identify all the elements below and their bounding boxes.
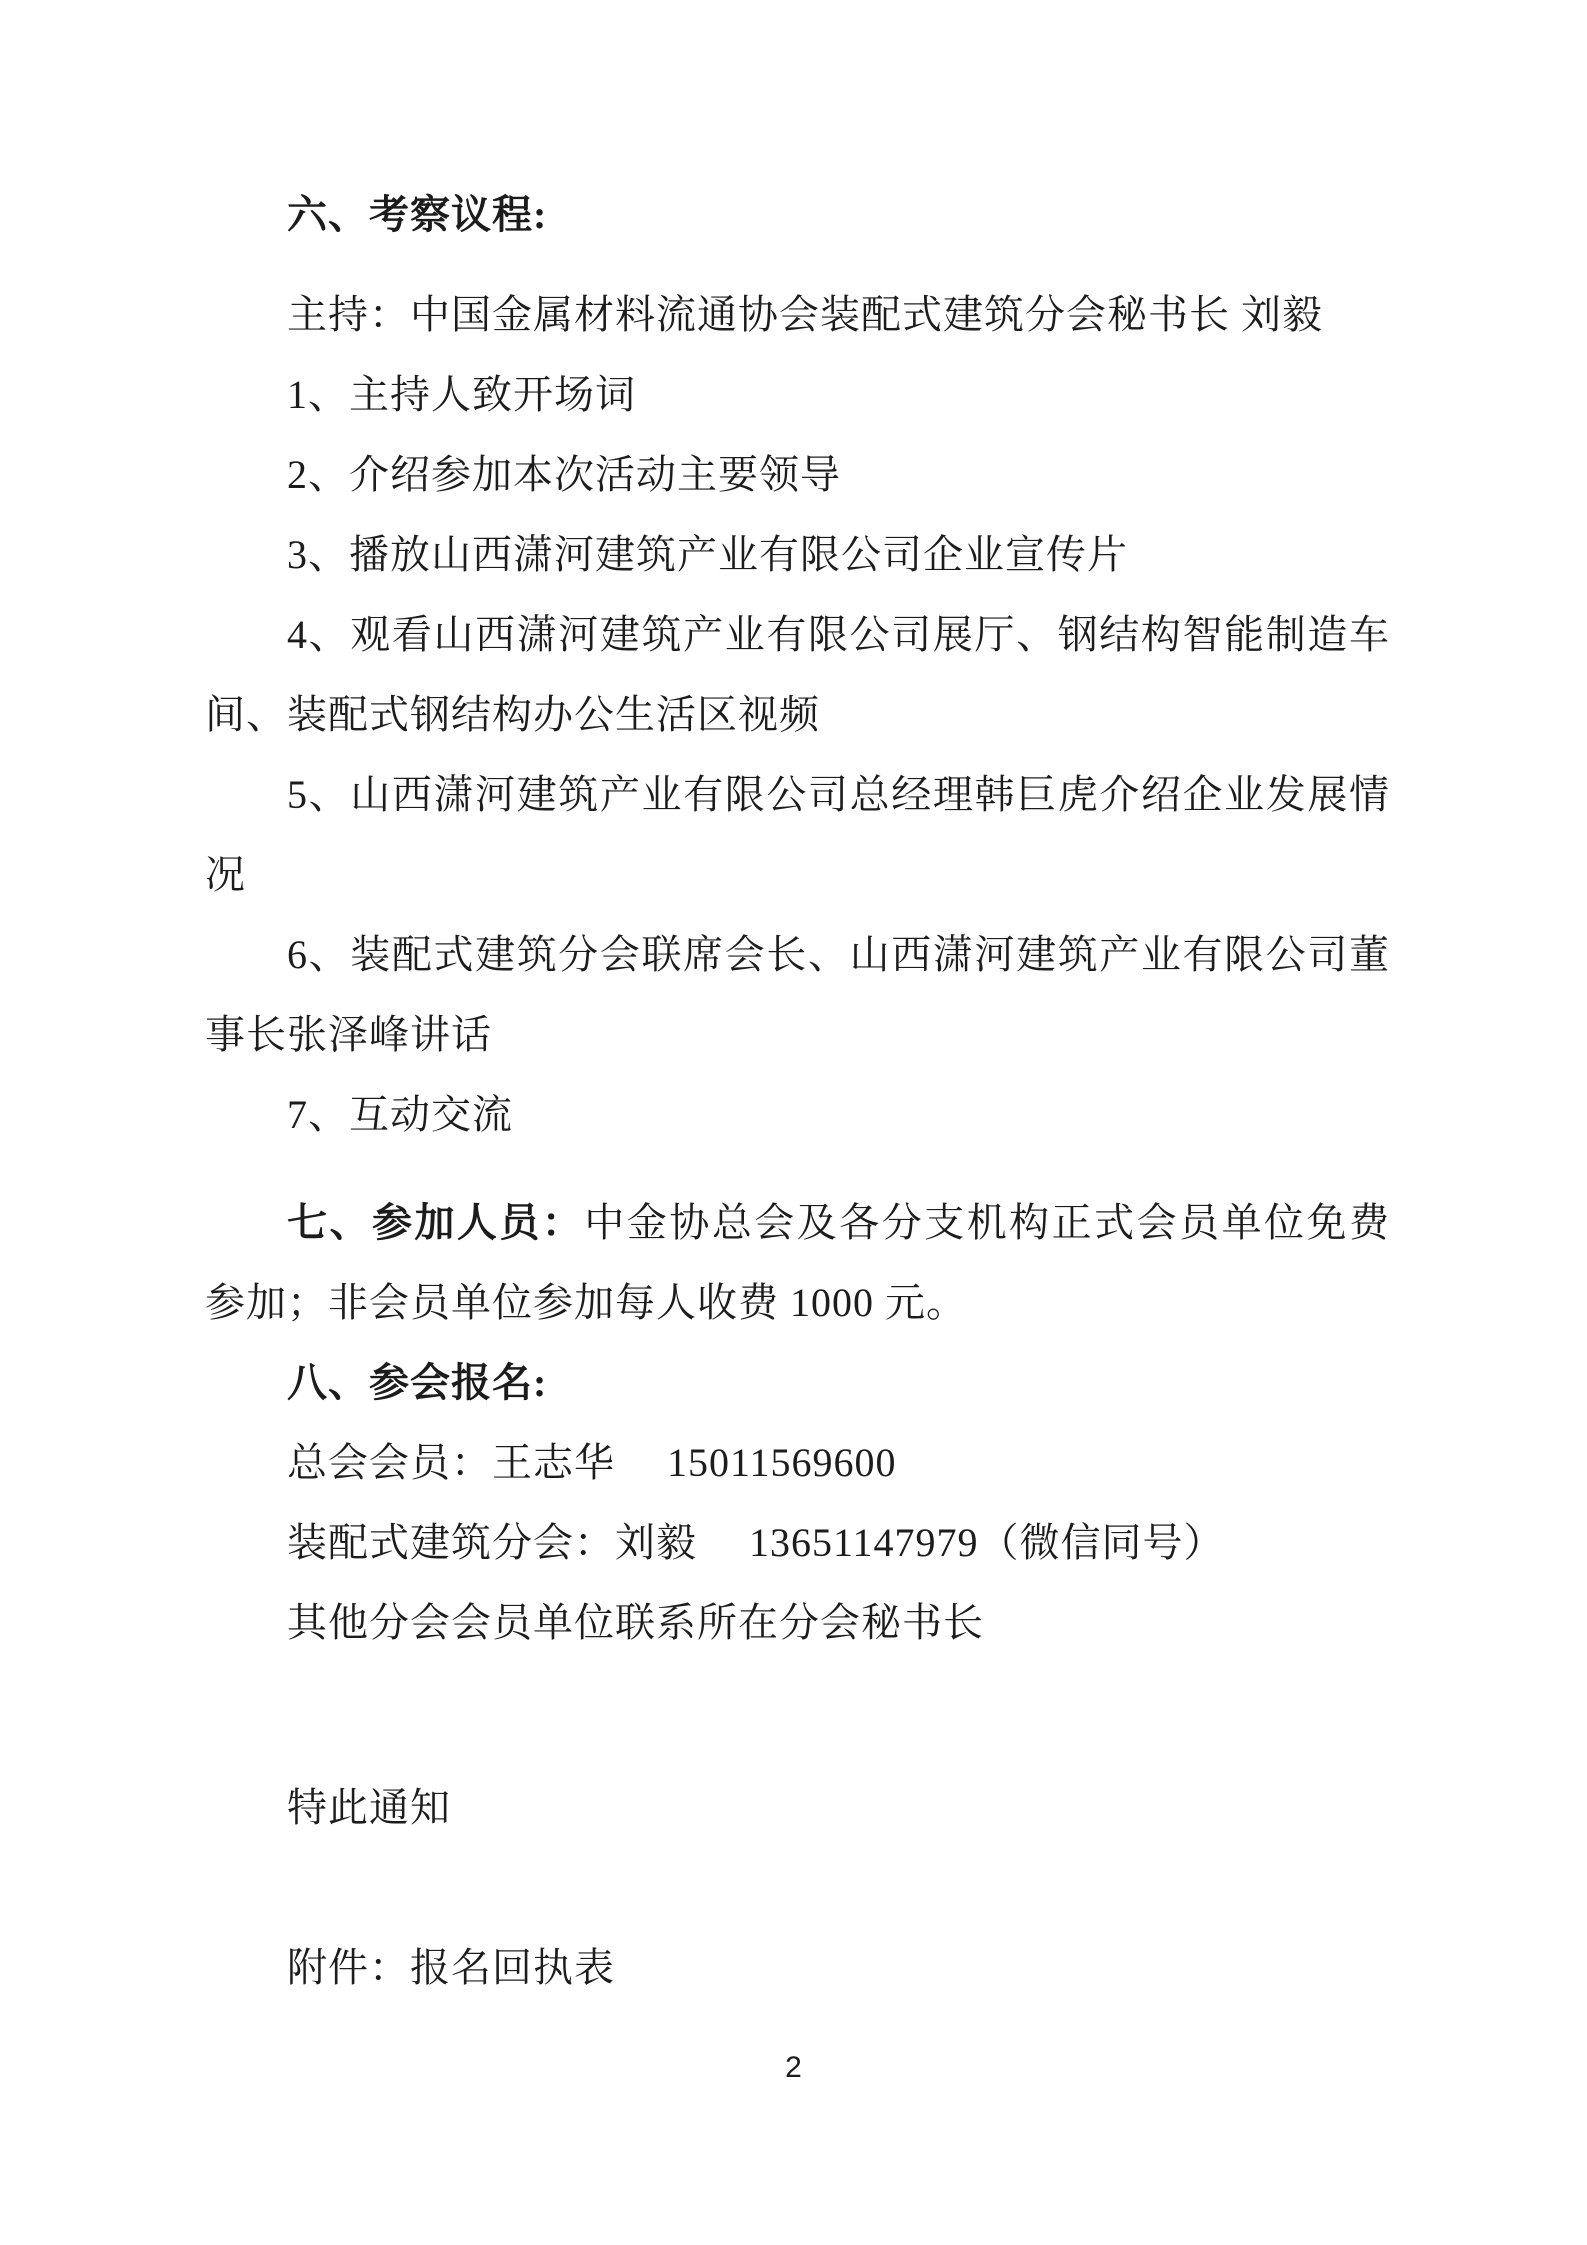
agenda-item-2: 2、介绍参加本次活动主要领导 [287,452,841,497]
agenda-item-3: 3、播放山西潇河建筑产业有限公司企业宣传片 [287,532,1128,577]
paragraph-attachment: 附件：报名回执表 [287,1945,615,1990]
page-number: 2 [785,2051,802,2084]
section-heading-inspection-agenda: 六、考察议程: [287,192,548,237]
paragraph-host: 主持：中国金属材料流通协会装配式建筑分会秘书长 刘毅 [287,292,1323,337]
agenda-item-5: 5、山西潇河建筑产业有限公司总经理韩巨虎介绍企业发展情况 [205,772,1390,897]
paragraph-notice-closing: 特此通知 [287,1785,451,1830]
paragraph-attendees [205,1183,1390,1343]
agenda-item-4: 4、观看山西潇河建筑产业有限公司展厅、钢结构智能制造车间、装配式钢结构办公生活区视频 [205,612,1390,737]
document-body [205,175,1390,2008]
agenda-item-1: 1、主持人致开场词 [287,372,636,417]
paragraph-contact-general: 总会会员：王志华 15011569600 [287,1440,897,1485]
agenda-item-7: 7、互动交流 [287,1092,513,1137]
paragraph-contact-other: 其他分会会员单位联系所在分会秘书长 [287,1600,984,1645]
agenda-item-6: 6、装配式建筑分会联席会长、山西潇河建筑产业有限公司董事长张泽峰讲话 [205,932,1390,1057]
paragraph-attendees-lead: 七、参加人员： [287,1200,585,1245]
paragraph-contact-branch: 装配式建筑分会：刘毅 13651147979（微信同号） [287,1520,1225,1565]
section-heading-registration: 八、参会报名: [287,1360,548,1405]
paragraph-attendees-rest: 中金协总会及各分支机构正式会员单位免费参加；非会员单位参加每人收费 1000 元。 [205,1200,1391,1325]
